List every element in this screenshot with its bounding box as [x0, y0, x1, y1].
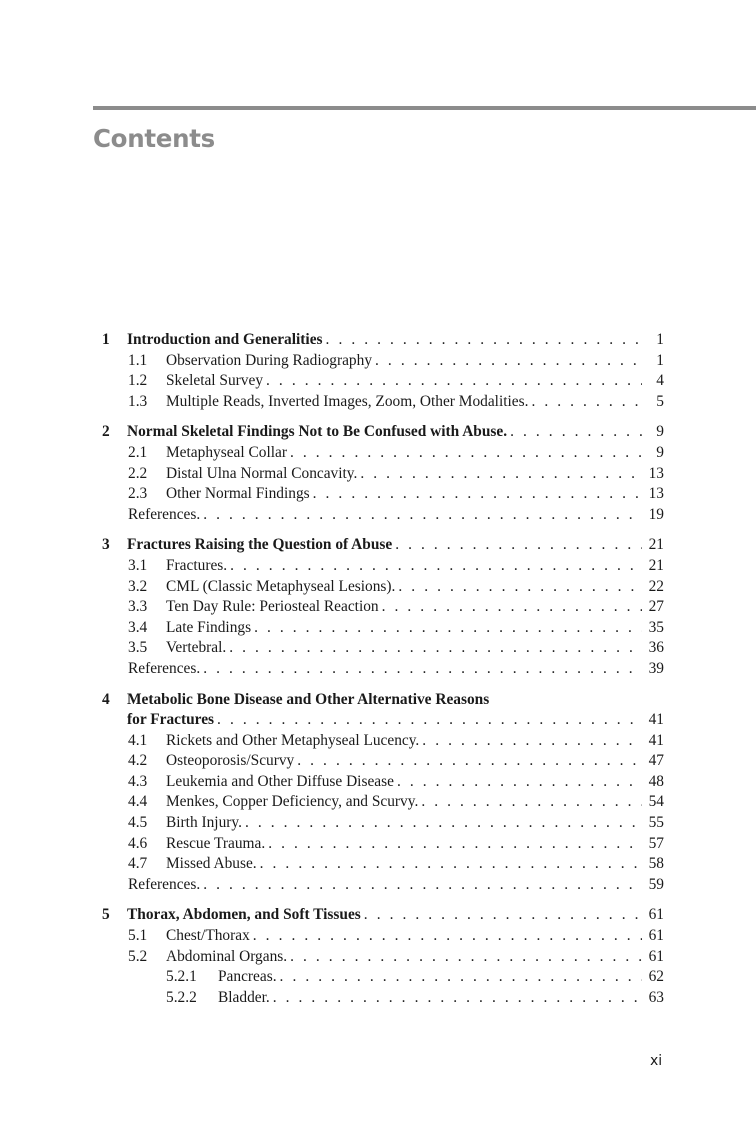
toc-number: 5: [102, 906, 110, 924]
dot-leader: [217, 710, 642, 731]
toc-section[interactable]: [0, 484, 756, 505]
toc-number: 2: [102, 423, 110, 441]
dot-leader: [510, 422, 642, 443]
dot-leader: [421, 792, 642, 813]
toc-number: 5.2.1: [166, 968, 197, 986]
toc-page-number: 35: [648, 618, 664, 636]
dot-leader: [398, 577, 642, 598]
page-number: xi: [650, 1053, 663, 1069]
toc-section[interactable]: [0, 638, 756, 659]
dot-leader: [297, 751, 642, 772]
toc-number: 2.2: [128, 464, 148, 482]
toc-number: 4.6: [128, 834, 148, 852]
toc-number: 4: [102, 690, 110, 708]
chapter-gap: [0, 680, 756, 690]
toc-number: 4.2: [128, 752, 148, 770]
toc-page-number: 41: [648, 731, 664, 749]
toc-section[interactable]: [0, 751, 756, 772]
toc-page-number: 62: [648, 968, 664, 986]
toc-page-number: 9: [656, 423, 664, 441]
toc-section[interactable]: [0, 731, 756, 752]
dot-leader: [253, 926, 642, 947]
toc-label: Ten Day Rule: Periosteal Reaction: [166, 598, 379, 616]
toc-label: References.: [128, 659, 201, 677]
toc-number: 3.4: [128, 618, 148, 636]
toc-page-number: 4: [656, 372, 664, 390]
toc-label: Osteoporosis/Scurvy: [166, 752, 295, 770]
dot-leader: [260, 854, 642, 875]
dot-leader: [245, 813, 642, 834]
dot-leader: [375, 351, 642, 372]
toc-number: 3.3: [128, 598, 148, 616]
toc-page-number: 61: [648, 947, 664, 965]
chapter-gap: [0, 525, 756, 535]
toc-section[interactable]: [0, 792, 756, 813]
toc-label: Chest/Thorax: [166, 927, 250, 945]
toc-section[interactable]: [0, 926, 756, 947]
toc-number: 4.1: [128, 731, 148, 749]
toc-label: Birth Injury.: [166, 814, 242, 832]
toc-label: Metabolic Bone Disease and Other Alternative Reasons: [127, 690, 490, 708]
toc-page-number: 48: [648, 772, 664, 790]
toc-page-number: 63: [648, 988, 664, 1006]
dot-leader: [266, 371, 642, 392]
toc-label: Rickets and Other Metaphyseal Lucency.: [166, 731, 420, 749]
toc-number: 1.1: [128, 351, 148, 369]
toc-references[interactable]: [0, 875, 756, 896]
toc-references[interactable]: [0, 659, 756, 680]
toc-chapter[interactable]: [0, 330, 756, 351]
toc-number: 3.2: [128, 577, 148, 595]
dot-leader: [397, 772, 642, 793]
dot-leader: [290, 947, 642, 968]
dot-leader: [364, 905, 642, 926]
toc-page-number: 57: [648, 834, 664, 852]
toc-page-number: 55: [648, 814, 664, 832]
toc-chapter[interactable]: [0, 422, 756, 443]
toc-page-number: 61: [648, 906, 664, 924]
toc-label: Abdominal Organs.: [166, 947, 288, 965]
toc-section[interactable]: [0, 947, 756, 968]
toc-page-number: 22: [648, 577, 664, 595]
toc-section[interactable]: [0, 772, 756, 793]
toc-chapter[interactable]: [0, 905, 756, 926]
dot-leader: [203, 875, 642, 896]
toc-section[interactable]: [0, 464, 756, 485]
toc-page-number: 61: [648, 927, 664, 945]
toc-label: Introduction and Generalities: [127, 331, 323, 348]
table-of-contents: [0, 330, 756, 1008]
toc-page-number: 41: [648, 711, 664, 729]
toc-number: 1: [102, 331, 110, 348]
toc-number: 5.1: [128, 927, 148, 945]
dot-leader: [203, 659, 642, 680]
toc-number: 3: [102, 536, 110, 554]
toc-label: Fractures.: [166, 556, 228, 574]
toc-page-number: 54: [648, 793, 664, 811]
toc-section[interactable]: [0, 577, 756, 598]
toc-label: Pancreas.: [218, 968, 277, 986]
toc-section[interactable]: [0, 556, 756, 577]
toc-number: 5.2: [128, 947, 148, 965]
toc-page-number: 1: [656, 331, 664, 348]
toc-label: Skeletal Survey: [166, 372, 264, 390]
dot-leader: [326, 330, 642, 351]
toc-chapter[interactable]: [0, 535, 756, 556]
dot-leader: [203, 505, 642, 526]
dot-leader: [280, 967, 642, 988]
toc-page-number: 27: [648, 598, 664, 616]
toc-label: Bladder.: [218, 988, 270, 1006]
toc-chapter[interactable]: [0, 690, 756, 711]
toc-page-number: 21: [648, 556, 664, 574]
dot-leader: [268, 834, 642, 855]
toc-page-number: 47: [648, 752, 664, 770]
toc-label: Fractures Raising the Question of Abuse: [127, 536, 393, 554]
toc-number: 4.5: [128, 814, 148, 832]
toc-section[interactable]: [0, 371, 756, 392]
toc-label: References.: [128, 505, 201, 523]
toc-number: 4.4: [128, 793, 148, 811]
toc-page-number: 21: [648, 536, 664, 554]
toc-label: for Fractures: [127, 711, 215, 729]
toc-chapter-continued[interactable]: [0, 710, 756, 731]
toc-page-number: 13: [648, 485, 664, 503]
toc-page-number: 1: [656, 351, 664, 369]
dot-leader: [360, 464, 642, 485]
toc-label: Menkes, Copper Deficiency, and Scurvy.: [166, 793, 419, 811]
toc-label: Missed Abuse.: [166, 855, 257, 873]
toc-number: 3.5: [128, 639, 148, 657]
toc-label: CML (Classic Metaphyseal Lesions).: [166, 577, 396, 595]
toc-number: 4.3: [128, 772, 148, 790]
chapter-gap: [0, 412, 756, 422]
toc-number: 3.1: [128, 556, 148, 574]
toc-section[interactable]: [0, 392, 756, 413]
toc-section[interactable]: [0, 443, 756, 464]
toc-label: Rescue Trauma.: [166, 834, 266, 852]
toc-number: 4.7: [128, 855, 148, 873]
toc-label: References.: [128, 875, 201, 893]
toc-section[interactable]: [0, 854, 756, 875]
toc-subsection[interactable]: [0, 967, 756, 988]
dot-leader: [395, 535, 642, 556]
toc-label: Other Normal Findings: [166, 485, 310, 503]
toc-page-number: 9: [656, 443, 664, 461]
toc-section[interactable]: [0, 351, 756, 372]
dot-leader: [254, 618, 642, 639]
dot-leader: [382, 597, 642, 618]
toc-section[interactable]: [0, 834, 756, 855]
dot-leader: [273, 988, 642, 1009]
dot-leader: [290, 443, 642, 464]
toc-references[interactable]: [0, 505, 756, 526]
toc-section[interactable]: [0, 618, 756, 639]
toc-label: Observation During Radiography: [166, 351, 373, 369]
toc-page-number: 5: [656, 392, 664, 410]
toc-page-number: 19: [648, 505, 664, 523]
toc-number: 5.2.2: [166, 988, 197, 1006]
toc-label: Metaphyseal Collar: [166, 443, 287, 461]
toc-page-number: 58: [648, 855, 664, 873]
toc-page-number: 59: [648, 875, 664, 893]
toc-label: Late Findings: [166, 618, 252, 636]
toc-number: 1.2: [128, 372, 148, 390]
toc-label: Thorax, Abdomen, and Soft Tissues: [127, 906, 361, 924]
toc-number: 2.1: [128, 443, 148, 461]
toc-label: Leukemia and Other Diffuse Disease: [166, 772, 394, 790]
toc-page-number: 36: [648, 639, 664, 657]
toc-label: Distal Ulna Normal Concavity.: [166, 464, 358, 482]
header-rule: [93, 106, 756, 110]
toc-number: 1.3: [128, 392, 148, 410]
toc-page-number: 13: [648, 464, 664, 482]
toc-subsection[interactable]: [0, 988, 756, 1009]
toc-section[interactable]: [0, 597, 756, 618]
dot-leader: [230, 556, 642, 577]
dot-leader: [531, 392, 642, 413]
toc-label: Vertebral.: [166, 639, 227, 657]
toc-page-number: 39: [648, 659, 664, 677]
toc-label: Multiple Reads, Inverted Images, Zoom, Other Modalities.: [166, 392, 529, 410]
toc-section[interactable]: [0, 813, 756, 834]
dot-leader: [313, 484, 642, 505]
dot-leader: [229, 638, 642, 659]
toc-number: 2.3: [128, 485, 148, 503]
toc-label: Normal Skeletal Findings Not to Be Confused with Abuse.: [127, 423, 508, 441]
chapter-gap: [0, 895, 756, 905]
page-title: Contents: [93, 124, 215, 153]
dot-leader: [422, 731, 642, 752]
